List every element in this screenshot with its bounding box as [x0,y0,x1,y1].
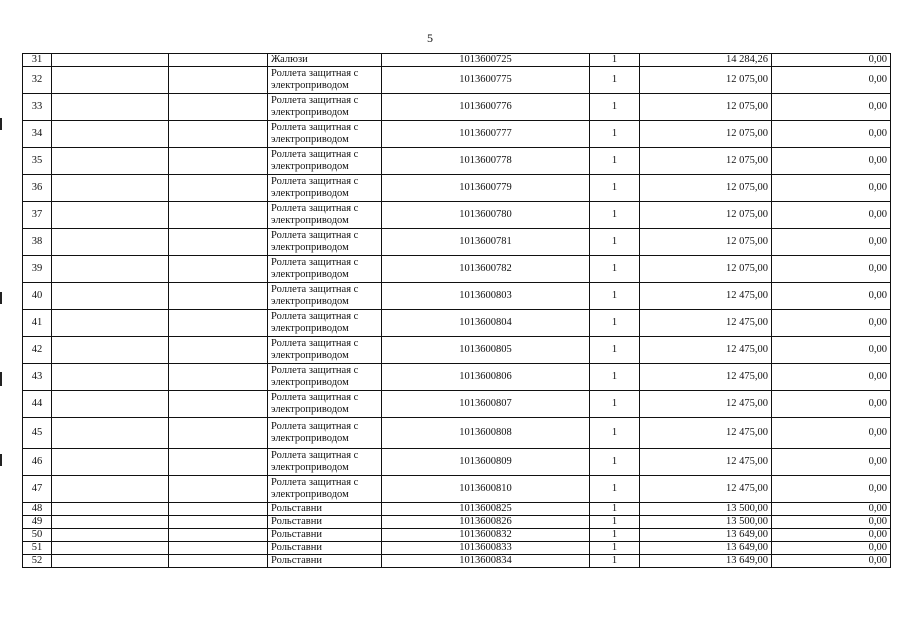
cost-cell: 12 475,00 [640,337,772,364]
inventory-number-cell: 1013600725 [382,54,590,67]
empty-cell [52,175,169,202]
empty-cell [169,202,268,229]
row-number-cell: 35 [23,148,52,175]
row-number-cell: 34 [23,121,52,148]
empty-cell [52,310,169,337]
row-number-cell: 46 [23,449,52,476]
asset-table-body [23,54,891,568]
scan-edge-mark [0,292,2,304]
inventory-number-cell: 1013600775 [382,67,590,94]
cost-cell: 12 075,00 [640,121,772,148]
quantity-cell: 1 [590,148,640,175]
row-number-cell: 50 [23,529,52,542]
inventory-number-cell: 1013600780 [382,202,590,229]
quantity-cell: 1 [590,449,640,476]
cost-cell: 12 075,00 [640,229,772,256]
inventory-number-cell: 1013600779 [382,175,590,202]
quantity-cell: 1 [590,529,640,542]
row-number-cell: 44 [23,391,52,418]
table-row [23,175,891,202]
quantity-cell: 1 [590,337,640,364]
cost-cell: 13 500,00 [640,503,772,516]
item-name-cell: Роллета защитная с электроприводом [268,283,382,310]
residual-value-cell: 0,00 [772,94,891,121]
inventory-number-cell: 1013600833 [382,542,590,555]
cost-cell: 14 284,26 [640,54,772,67]
residual-value-cell: 0,00 [772,503,891,516]
empty-cell [52,256,169,283]
row-number-cell: 31 [23,54,52,67]
quantity-cell: 1 [590,67,640,94]
empty-cell [169,256,268,283]
row-number-cell: 37 [23,202,52,229]
table-row [23,202,891,229]
empty-cell [52,148,169,175]
empty-cell [52,476,169,503]
residual-value-cell: 0,00 [772,202,891,229]
quantity-cell: 1 [590,418,640,449]
cost-cell: 12 475,00 [640,391,772,418]
row-number-cell: 40 [23,283,52,310]
residual-value-cell: 0,00 [772,67,891,94]
empty-cell [52,449,169,476]
empty-cell [52,283,169,310]
inventory-number-cell: 1013600810 [382,476,590,503]
quantity-cell: 1 [590,121,640,148]
scan-edge-mark [0,118,2,130]
quantity-cell: 1 [590,542,640,555]
inventory-number-cell: 1013600778 [382,148,590,175]
table-row [23,516,891,529]
residual-value-cell: 0,00 [772,449,891,476]
table-row [23,391,891,418]
row-number-cell: 47 [23,476,52,503]
row-number-cell: 51 [23,542,52,555]
empty-cell [169,476,268,503]
inventory-number-cell: 1013600832 [382,529,590,542]
cost-cell: 12 475,00 [640,476,772,503]
quantity-cell: 1 [590,229,640,256]
empty-cell [169,121,268,148]
empty-cell [169,229,268,256]
table-row [23,555,891,568]
empty-cell [169,449,268,476]
empty-cell [169,283,268,310]
item-name-cell: Рольставни [268,503,382,516]
inventory-number-cell: 1013600804 [382,310,590,337]
residual-value-cell: 0,00 [772,555,891,568]
empty-cell [169,54,268,67]
item-name-cell: Роллета защитная с электроприводом [268,310,382,337]
empty-cell [52,542,169,555]
empty-cell [52,555,169,568]
row-number-cell: 33 [23,94,52,121]
residual-value-cell: 0,00 [772,542,891,555]
item-name-cell: Роллета защитная с электроприводом [268,449,382,476]
residual-value-cell: 0,00 [772,54,891,67]
item-name-cell: Роллета защитная с электроприводом [268,175,382,202]
quantity-cell: 1 [590,202,640,229]
empty-cell [52,516,169,529]
residual-value-cell: 0,00 [772,364,891,391]
quantity-cell: 1 [590,391,640,418]
inventory-number-cell: 1013600834 [382,555,590,568]
quantity-cell: 1 [590,516,640,529]
item-name-cell: Роллета защитная с электроприводом [268,148,382,175]
empty-cell [169,555,268,568]
item-name-cell: Жалюзи [268,54,382,67]
item-name-cell: Роллета защитная с электроприводом [268,418,382,449]
row-number-cell: 38 [23,229,52,256]
item-name-cell: Роллета защитная с электроприводом [268,391,382,418]
table-row [23,148,891,175]
cost-cell: 12 475,00 [640,283,772,310]
inventory-number-cell: 1013600809 [382,449,590,476]
empty-cell [169,337,268,364]
cost-cell: 13 500,00 [640,516,772,529]
empty-cell [52,529,169,542]
cost-cell: 12 475,00 [640,310,772,337]
row-number-cell: 45 [23,418,52,449]
inventory-number-cell: 1013600806 [382,364,590,391]
empty-cell [52,121,169,148]
residual-value-cell: 0,00 [772,516,891,529]
item-name-cell: Рольставни [268,529,382,542]
quantity-cell: 1 [590,555,640,568]
empty-cell [52,54,169,67]
row-number-cell: 41 [23,310,52,337]
empty-cell [52,67,169,94]
item-name-cell: Рольставни [268,516,382,529]
row-number-cell: 32 [23,67,52,94]
residual-value-cell: 0,00 [772,391,891,418]
row-number-cell: 48 [23,503,52,516]
item-name-cell: Роллета защитная с электроприводом [268,202,382,229]
empty-cell [169,529,268,542]
cost-cell: 12 075,00 [640,148,772,175]
empty-cell [52,202,169,229]
empty-cell [52,364,169,391]
table-row [23,529,891,542]
empty-cell [52,503,169,516]
quantity-cell: 1 [590,364,640,391]
table-row [23,364,891,391]
empty-cell [169,175,268,202]
cost-cell: 13 649,00 [640,542,772,555]
empty-cell [52,94,169,121]
table-row [23,503,891,516]
asset-table [22,53,891,568]
residual-value-cell: 0,00 [772,529,891,542]
residual-value-cell: 0,00 [772,283,891,310]
inventory-number-cell: 1013600826 [382,516,590,529]
table-row [23,418,891,449]
item-name-cell: Роллета защитная с электроприводом [268,94,382,121]
scan-edge-mark [0,454,2,466]
row-number-cell: 36 [23,175,52,202]
cost-cell: 12 475,00 [640,364,772,391]
empty-cell [169,67,268,94]
quantity-cell: 1 [590,256,640,283]
quantity-cell: 1 [590,310,640,337]
empty-cell [169,364,268,391]
residual-value-cell: 0,00 [772,476,891,503]
residual-value-cell: 0,00 [772,256,891,283]
row-number-cell: 49 [23,516,52,529]
cost-cell: 12 075,00 [640,67,772,94]
residual-value-cell: 0,00 [772,175,891,202]
quantity-cell: 1 [590,94,640,121]
empty-cell [52,391,169,418]
empty-cell [52,229,169,256]
residual-value-cell: 0,00 [772,148,891,175]
item-name-cell: Роллета защитная с электроприводом [268,364,382,391]
inventory-number-cell: 1013600781 [382,229,590,256]
cost-cell: 13 649,00 [640,555,772,568]
residual-value-cell: 0,00 [772,310,891,337]
empty-cell [169,391,268,418]
empty-cell [52,418,169,449]
table-row [23,229,891,256]
table-row [23,310,891,337]
table-row [23,476,891,503]
row-number-cell: 43 [23,364,52,391]
row-number-cell: 52 [23,555,52,568]
item-name-cell: Рольставни [268,555,382,568]
item-name-cell: Роллета защитная с электроприводом [268,476,382,503]
table-row [23,67,891,94]
inventory-number-cell: 1013600782 [382,256,590,283]
quantity-cell: 1 [590,503,640,516]
residual-value-cell: 0,00 [772,418,891,449]
empty-cell [169,516,268,529]
cost-cell: 12 475,00 [640,418,772,449]
table-row [23,542,891,555]
table-row [23,337,891,364]
residual-value-cell: 0,00 [772,337,891,364]
item-name-cell: Рольставни [268,542,382,555]
scan-edge-mark [0,372,2,386]
item-name-cell: Роллета защитная с электроприводом [268,337,382,364]
inventory-number-cell: 1013600807 [382,391,590,418]
inventory-number-cell: 1013600776 [382,94,590,121]
page-number: 5 [427,31,433,45]
cost-cell: 12 075,00 [640,94,772,121]
quantity-cell: 1 [590,283,640,310]
empty-cell [169,148,268,175]
cost-cell: 12 075,00 [640,256,772,283]
table-row [23,283,891,310]
residual-value-cell: 0,00 [772,121,891,148]
inventory-number-cell: 1013600777 [382,121,590,148]
empty-cell [169,94,268,121]
inventory-number-cell: 1013600803 [382,283,590,310]
item-name-cell: Роллета защитная с электроприводом [268,229,382,256]
row-number-cell: 42 [23,337,52,364]
inventory-number-cell: 1013600825 [382,503,590,516]
table-row [23,256,891,283]
table-row [23,121,891,148]
inventory-number-cell: 1013600808 [382,418,590,449]
empty-cell [169,418,268,449]
item-name-cell: Роллета защитная с электроприводом [268,67,382,94]
table-row [23,54,891,67]
item-name-cell: Роллета защитная с электроприводом [268,121,382,148]
cost-cell: 13 649,00 [640,529,772,542]
table-row [23,94,891,121]
quantity-cell: 1 [590,175,640,202]
empty-cell [169,542,268,555]
quantity-cell: 1 [590,476,640,503]
item-name-cell: Роллета защитная с электроприводом [268,256,382,283]
residual-value-cell: 0,00 [772,229,891,256]
cost-cell: 12 475,00 [640,449,772,476]
empty-cell [169,503,268,516]
quantity-cell: 1 [590,54,640,67]
inventory-number-cell: 1013600805 [382,337,590,364]
cost-cell: 12 075,00 [640,175,772,202]
table-row [23,449,891,476]
empty-cell [52,337,169,364]
row-number-cell: 39 [23,256,52,283]
empty-cell [169,310,268,337]
cost-cell: 12 075,00 [640,202,772,229]
